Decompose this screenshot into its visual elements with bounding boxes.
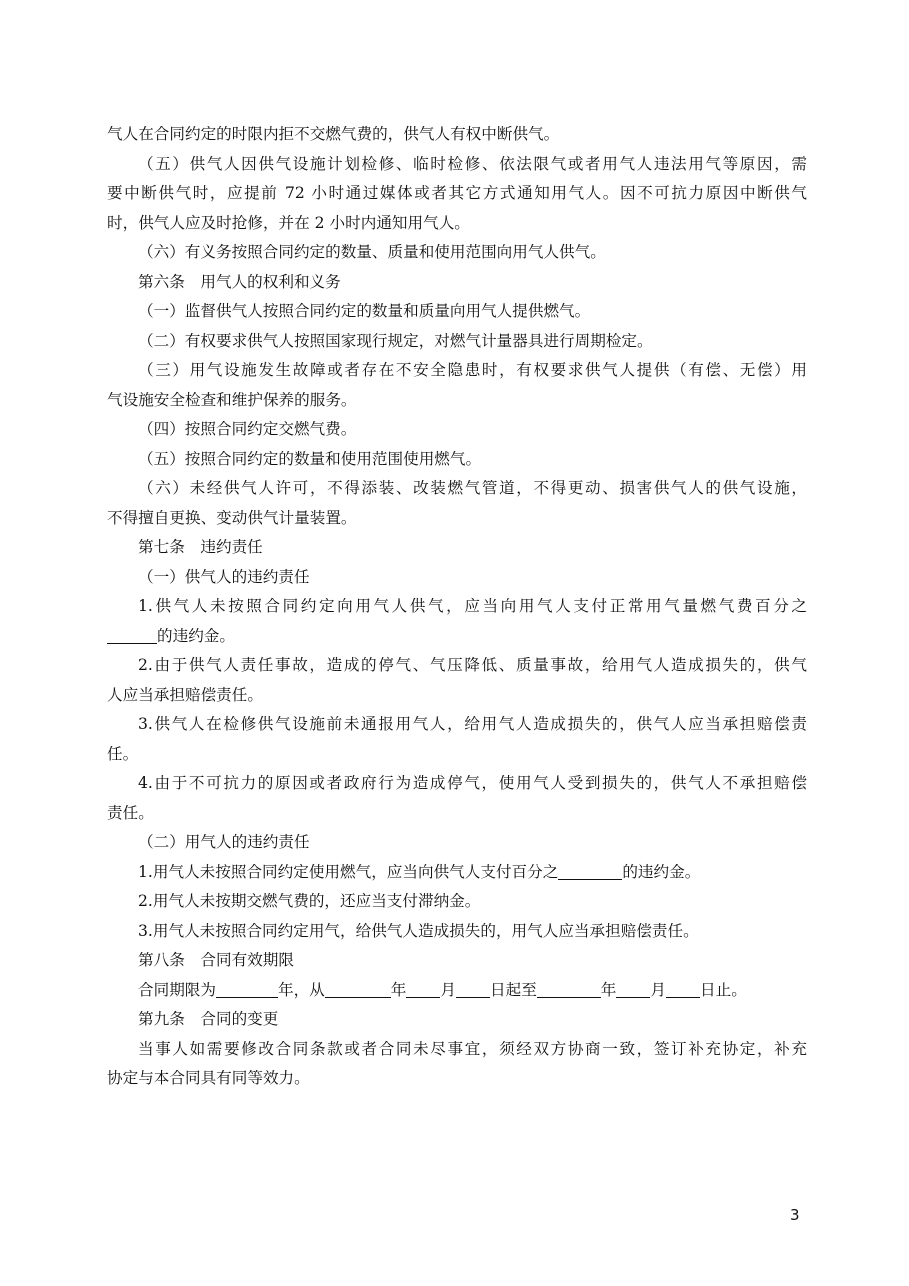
- fill-in-blank-end-day[interactable]: [666, 980, 700, 998]
- text-line: 要中断供气时，应提前 72 小时通过媒体或者其它方式通知用气人。因不可抗力原因中断供气: [107, 184, 807, 202]
- text-line: （五）供气人因供气设施计划检修、临时检修、依法限气或者用气人违法用气等原因，需: [138, 154, 807, 173]
- text-line: （六）有义务按照合同约定的数量、质量和使用范围向用气人供气。: [138, 243, 606, 261]
- text-line: 任。: [107, 744, 139, 763]
- text-line: 3.用气人未按照合同约定用气，给供气人造成损失的，用气人应当承担赔偿责任。: [138, 921, 699, 940]
- text-fragment: 日止。: [700, 980, 747, 999]
- fill-in-blank[interactable]: [107, 626, 157, 644]
- text-line: 人应当承担赔偿责任。: [107, 685, 263, 704]
- fill-in-blank-end-year[interactable]: [537, 980, 601, 998]
- text-fragment: 月: [650, 980, 667, 999]
- text-fragment: 的违约金。: [157, 626, 235, 645]
- article-heading: 第七条 违约责任: [138, 538, 263, 556]
- article-heading: 第八条 合同有效期限: [138, 951, 294, 969]
- fill-in-blank-start-year[interactable]: [325, 980, 391, 998]
- text-line: （六）未经供气人许可，不得添装、改装燃气管道，不得更动、损害供气人的供气设施，: [138, 479, 807, 497]
- text-line: 气人在合同约定的时限内拒不交燃气费的，供气人有权中断供气。: [107, 125, 560, 143]
- text-line-with-blank: [107, 622, 807, 652]
- section-heading: （一）供气人的违约责任: [138, 567, 310, 586]
- text-line: （一）监督供气人按照合同约定的数量和质量向用气人提供燃气。: [138, 302, 591, 320]
- fill-in-blank-years[interactable]: [216, 980, 278, 998]
- text-fragment: 的违约金。: [622, 862, 701, 881]
- text-line: 责任。: [107, 803, 154, 822]
- text-line-with-blank: [107, 858, 807, 888]
- article-heading: 第六条 用气人的权利和义务: [138, 272, 341, 291]
- text-line: 不得擅自更换、变动供气计量装置。: [107, 508, 357, 527]
- text-line: （四）按照合同约定交燃气费。: [138, 420, 357, 438]
- text-fragment: 年，从: [277, 980, 325, 999]
- section-heading: （二）用气人的违约责任: [138, 833, 310, 851]
- text-line: 4.由于不可抗力的原因或者政府行为造成停气，使用气人受到损失的，供气人不承担赔偿: [138, 774, 807, 792]
- text-fragment: 年: [390, 980, 407, 999]
- text-line: 时，供气人应及时抢修，并在 2 小时内通知用气人。: [107, 213, 470, 232]
- text-line: （三）用气设施发生故障或者存在不安全隐患时，有权要求供气人提供（有偿、无偿）用: [138, 361, 807, 379]
- text-line: （五）按照合同约定的数量和使用范围使用燃气。: [138, 449, 482, 468]
- fill-in-blank[interactable]: [558, 862, 622, 880]
- text-line: （二）有权要求供气人按照国家现行规定，对燃气计量器具进行周期检定。: [138, 331, 653, 350]
- text-line: 气设施安全检查和维护保养的服务。: [107, 390, 357, 409]
- text-line: 2.由于供气人责任事故，造成的停气、气压降低、质量事故，给用气人造成损失的，供气: [138, 656, 807, 674]
- fill-in-blank-start-day[interactable]: [456, 980, 490, 998]
- fill-in-blank-end-month[interactable]: [616, 980, 650, 998]
- document-body: [107, 120, 807, 1094]
- text-fragment: 月: [440, 980, 456, 999]
- text-line: 2.用气人未按期交燃气费的，还应当支付滞纳金。: [138, 892, 481, 910]
- contract-term-line: [107, 976, 807, 1006]
- fill-in-blank-start-month[interactable]: [406, 980, 440, 998]
- text-line: 1.供气人未按照合同约定向用气人供气，应当向用气人支付正常用气量燃气费百分之: [138, 597, 807, 615]
- text-line: 当事人如需要修改合同条款或者合同未尽事宜，须经双方协商一致，签订补充协定，补充: [138, 1039, 807, 1058]
- text-line: 协定与本合同具有同等效力。: [107, 1069, 310, 1087]
- text-fragment: 日起至: [490, 980, 537, 999]
- text-line: 3.供气人在检修供气设施前未通报用气人，给用气人造成损失的，供气人应当承担赔偿责: [138, 715, 807, 733]
- article-heading: 第九条 合同的变更: [138, 1010, 279, 1028]
- page-number: 3: [790, 1206, 800, 1224]
- text-fragment: 1.用气人未按照合同约定使用燃气，应当向供气人支付百分之: [138, 862, 559, 881]
- text-fragment: 年: [600, 980, 617, 999]
- text-fragment: 合同期限为: [138, 980, 216, 999]
